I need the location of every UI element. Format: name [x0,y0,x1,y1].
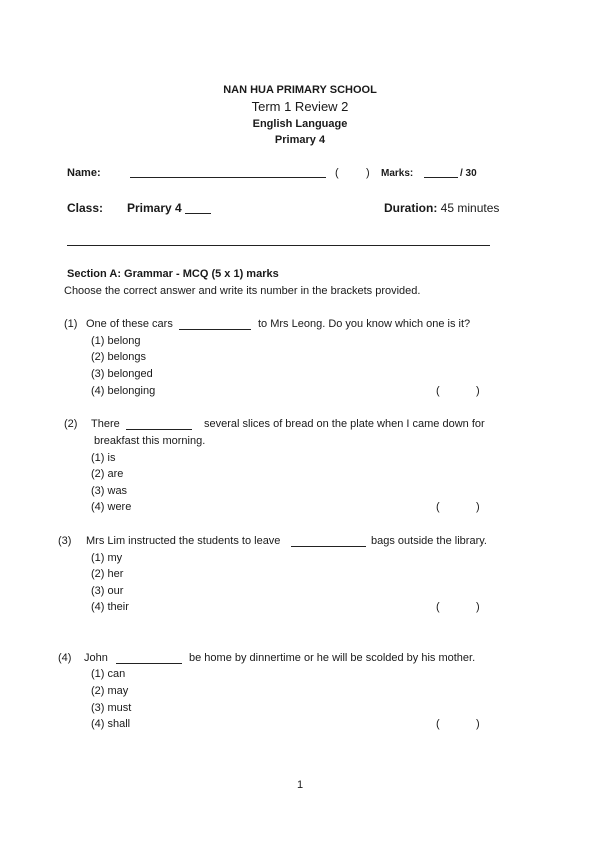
question-4-text-before: John [84,652,108,664]
section-title: Section A: Grammar - MCQ (5 x 1) marks [67,268,279,280]
name-field-line[interactable] [130,177,326,178]
duration-label: Duration: [384,201,438,215]
question-1-answer-close: ) [476,385,480,397]
question-1-answer-open: ( [436,385,440,397]
subject-title: English Language [252,118,348,130]
question-3-text-before: Mrs Lim instructed the students to leave [86,535,281,547]
class-label: Class: [67,201,104,215]
question-4-option-3: (3) must [91,702,132,714]
question-4-option-1: (1) can [91,668,126,680]
marks-field-line[interactable] [424,177,458,178]
question-4-option-4: (4) shall [91,718,131,730]
marks-total: / 30 [460,168,477,179]
register-paren-open: ( [335,167,339,179]
name-label: Name: [67,167,101,179]
question-3-blank[interactable] [291,546,366,547]
question-2-answer-open: ( [436,501,440,513]
question-1-text-after: to Mrs Leong. Do you know which one is it? [258,318,471,330]
question-3-number: (3) [58,535,72,547]
question-2-option-2: (2) are [91,468,124,480]
question-3-text-after: bags outside the library. [371,535,487,547]
level-title: Primary 4 [274,134,326,146]
class-value: Primary 4 [127,201,182,215]
question-2-continuation: breakfast this morning. [94,435,206,447]
header-divider [67,245,490,246]
question-1-option-4: (4) belonging [91,385,156,397]
question-2-number: (2) [64,418,78,430]
class-field-line[interactable] [185,213,211,214]
question-3-option-4: (4) their [91,601,129,613]
question-2-option-1: (1) is [91,452,116,464]
question-3-option-2: (2) her [91,568,124,580]
question-4-answer-close: ) [476,718,480,730]
question-1-option-1: (1) belong [91,335,141,347]
question-4-number: (4) [58,652,72,664]
question-1-option-2: (2) belongs [91,351,147,363]
question-3-option-3: (3) our [91,585,124,597]
question-2-text-before: There [91,418,120,430]
question-4-blank[interactable] [116,663,182,664]
question-2-text-after: several slices of bread on the plate when I came down for [204,418,485,430]
register-paren-close: ) [366,167,370,179]
question-4-text-after: be home by dinnertime or he will be scolded by his mother. [189,652,476,664]
school-name: NAN HUA PRIMARY SCHOOL [223,84,377,96]
question-3-option-1: (1) my [91,552,123,564]
question-1-text-before: One of these cars [86,318,173,330]
question-2-blank[interactable] [126,429,192,430]
question-1-option-3: (3) belonged [91,368,153,380]
marks-label: Marks: [381,168,414,179]
question-2-option-4: (4) were [91,501,132,513]
section-instruction: Choose the correct answer and write its number in the brackets provided. [64,285,421,297]
question-4-answer-open: ( [436,718,440,730]
question-1-number: (1) [64,318,78,330]
question-4-option-2: (2) may [91,685,129,697]
duration [384,201,499,215]
duration-value: 45 minutes [440,201,500,215]
question-3-answer-close: ) [476,601,480,613]
question-2-option-3: (3) was [91,485,128,497]
question-2-answer-close: ) [476,501,480,513]
term-title: Term 1 Review 2 [251,99,349,114]
question-3-answer-open: ( [436,601,440,613]
question-1-blank[interactable] [179,329,251,330]
page-number: 1 [296,779,304,791]
